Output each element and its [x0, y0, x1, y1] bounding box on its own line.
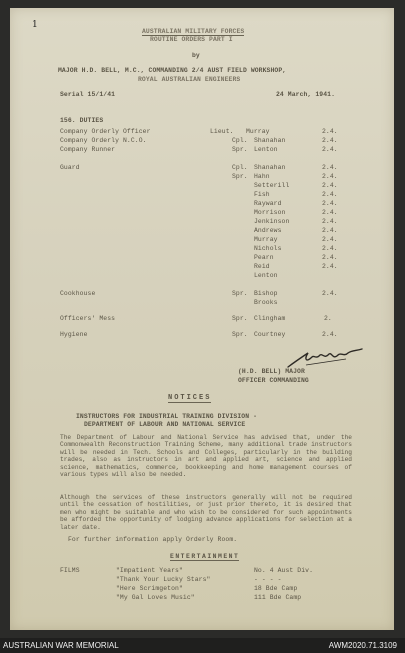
film-venue: 111 Bde Camp — [254, 594, 302, 601]
guard-date: 2.4. — [322, 245, 338, 252]
document-page — [10, 8, 394, 630]
duty-name: Murray — [246, 128, 270, 135]
guard-rank: Cpl. — [232, 164, 248, 171]
guard-date: 2.4. — [322, 254, 338, 261]
further-info: For further information apply Orderly Room. — [68, 536, 238, 543]
header-line-3: by — [192, 52, 200, 59]
duty-rank: Cpl. — [232, 137, 248, 144]
guard-date: 2.4. — [322, 218, 338, 225]
duty-date: 2.4. — [322, 128, 338, 135]
cookhouse-rank: Spr. — [232, 290, 248, 297]
guard-date: 2.4. — [322, 236, 338, 243]
officers-mess-rank: Spr. — [232, 315, 248, 322]
guard-name: Hahn — [254, 173, 270, 180]
guard-name: Lenton — [254, 272, 278, 279]
officers-mess-date: 2. — [324, 315, 332, 322]
guard-date: 2.4. — [322, 191, 338, 198]
cookhouse-label: Cookhouse — [60, 290, 96, 297]
guard-name: Rayward — [254, 200, 282, 207]
guard-name: Nichols — [254, 245, 282, 252]
section-title: 156. DUTIES — [60, 117, 104, 124]
films-label: FILMS — [60, 567, 80, 574]
guard-date: 2.4. — [322, 200, 338, 207]
hygiene-label: Hygiene — [60, 331, 88, 338]
duty-role: Company Runner — [60, 146, 116, 153]
officers-mess-name: Clingham — [254, 315, 286, 322]
footer-bar — [0, 638, 405, 653]
guard-date: 2.4. — [322, 173, 338, 180]
guard-date: 2.4. — [322, 263, 338, 270]
guard-name: Fish — [254, 191, 270, 198]
guard-name: Morrison — [254, 209, 286, 216]
header-line-2: ROUTINE ORDERS PART I — [150, 36, 233, 43]
hygiene-name: Courtney — [254, 331, 286, 338]
header-line-5: ROYAL AUSTRALIAN ENGINEERS — [138, 76, 241, 83]
guard-label: Guard — [60, 164, 80, 171]
cookhouse-date: 2.4. — [322, 290, 338, 297]
hygiene-rank: Spr. — [232, 331, 248, 338]
film-venue: - - - - — [254, 576, 282, 583]
header-line-1: AUSTRALIAN MILITARY FORCES — [142, 28, 245, 35]
footer-institution: AUSTRALIAN WAR MEMORIAL — [3, 641, 119, 650]
film-title: "Thank Your Lucky Stars" — [116, 576, 211, 583]
guard-name: Andrews — [254, 227, 282, 234]
guard-name: Setterill — [254, 182, 290, 189]
guard-name: Murray — [254, 236, 278, 243]
signature-title: OFFICER COMMANDING — [238, 377, 309, 384]
cookhouse-name: Bishop — [254, 290, 278, 297]
duty-name: Lenton — [254, 146, 278, 153]
film-title: "My Gal Loves Music" — [116, 594, 195, 601]
notice-paragraph-1: The Department of Labour and National Service has advised that, under the Commonwealth Reconstruction Training Scheme, many additional trade instructors will be needed in Tech. Schools and Colleges, particularly in the building trades, also as instructors in art and applied art, science and applied science, mathematics, commerce, bookkeeping and home management courses of various types will also be needed. — [60, 434, 352, 479]
duty-date: 2.4. — [322, 137, 338, 144]
document-date: 24 March, 1941. — [276, 91, 336, 98]
hygiene-date: 2.4. — [322, 331, 338, 338]
duty-rank: Lieut. — [210, 128, 234, 135]
duty-rank: Spr. — [232, 146, 248, 153]
guard-date: 2.4. — [322, 227, 338, 234]
guard-name: Reid — [254, 263, 270, 270]
guard-date: 2.4. — [322, 209, 338, 216]
duty-name: Shanahan — [254, 137, 286, 144]
entertainment-title: ENTERTAINMENT — [170, 553, 240, 560]
guard-rank: Spr. — [232, 173, 248, 180]
guard-date: 2.4. — [322, 164, 338, 171]
serial-number: Serial 15/1/41 — [60, 91, 116, 98]
duty-role: Company Orderly N.C.O. — [60, 137, 147, 144]
signature-name: (H.D. BELL) MAJOR — [238, 368, 305, 375]
guard-date: 2.4. — [322, 182, 338, 189]
film-venue: No. 4 Aust Div. — [254, 567, 314, 574]
officers-mess-label: Officers' Mess — [60, 315, 116, 322]
guard-name: Jenkinson — [254, 218, 290, 225]
film-title: "Impatient Years" — [116, 567, 183, 574]
duty-date: 2.4. — [322, 146, 338, 153]
notice-paragraph-2: Although the services of these instructors generally will not be required until the cessation of hostilities, or just prior thereto, it is desired that men who might be suitable and who wish to be considered for such appointments be afforded the opportunity of lodging advance applications for selection at a later date. — [60, 494, 352, 531]
header-line-4: MAJOR H.D. BELL, M.C., COMMANDING 2/4 AUST FIELD WORKSHOP, — [58, 67, 287, 74]
footer-accession-number: AWM2020.71.3109 — [328, 641, 397, 650]
notice-subtitle-1: INSTRUCTORS FOR INDUSTRIAL TRAINING DIVISION - — [76, 413, 258, 420]
guard-name: Shanahan — [254, 164, 286, 171]
notices-title: NOTICES — [168, 394, 212, 402]
cookhouse-name: Brooks — [254, 299, 278, 306]
page-number-handwritten: 1 — [32, 20, 38, 30]
notice-subtitle-2: DEPARTMENT OF LABOUR AND NATIONAL SERVICE — [84, 421, 246, 428]
film-venue: 18 Bde Camp — [254, 585, 298, 592]
guard-name: Pearn — [254, 254, 274, 261]
film-title: "Here Scrimgeton" — [116, 585, 183, 592]
duty-role: Company Orderly Officer — [60, 128, 151, 135]
